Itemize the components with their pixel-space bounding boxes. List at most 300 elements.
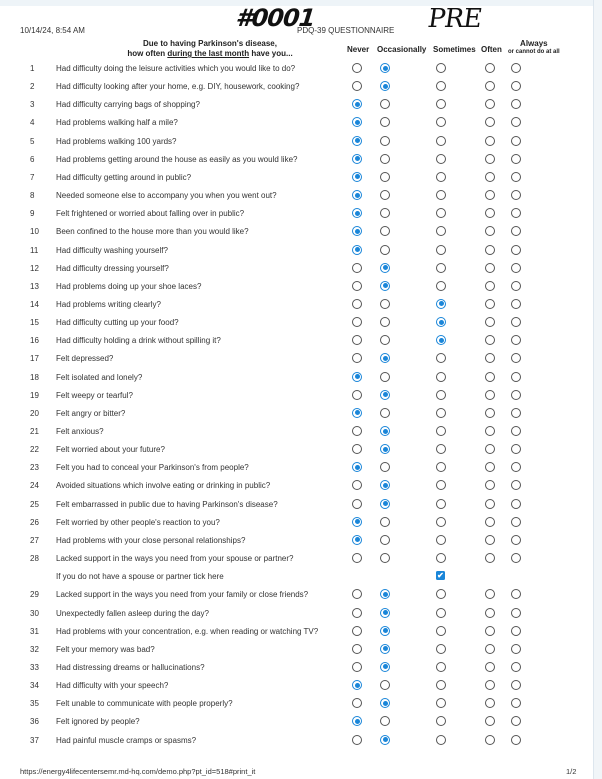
radio-often[interactable]	[485, 626, 495, 636]
radio-never[interactable]	[352, 499, 362, 509]
radio-never[interactable]	[352, 644, 362, 654]
radio-never[interactable]	[352, 680, 362, 690]
radio-never[interactable]	[352, 390, 362, 400]
question-number: 37	[30, 735, 39, 745]
radio-occasionally[interactable]	[380, 698, 390, 708]
radio-occasionally[interactable]	[380, 553, 390, 563]
radio-always[interactable]	[511, 63, 521, 73]
radio-often[interactable]	[485, 208, 495, 218]
radio-occasionally[interactable]	[380, 499, 390, 509]
radio-occasionally[interactable]	[380, 372, 390, 382]
radio-sometimes[interactable]	[436, 535, 446, 545]
question-row	[0, 407, 600, 421]
radio-always[interactable]	[511, 499, 521, 509]
question-row	[0, 516, 600, 530]
radio-always[interactable]	[511, 535, 521, 545]
radio-always[interactable]	[511, 698, 521, 708]
radio-always[interactable]	[511, 372, 521, 382]
radio-occasionally[interactable]	[380, 245, 390, 255]
column-header-occasionally: Occasionally	[377, 45, 427, 54]
radio-sometimes[interactable]	[436, 408, 446, 418]
question-number: 28	[30, 554, 39, 564]
question-text: Had difficulty doing the leisure activities which you would like to do?	[56, 64, 296, 73]
radio-always[interactable]	[511, 208, 521, 218]
question-text: Been confined to the house more than you would like?	[56, 227, 249, 237]
question-number: 1	[30, 64, 35, 73]
radio-sometimes[interactable]	[436, 226, 446, 236]
question-number: 30	[30, 608, 39, 618]
intro-line-2-end: have you...	[249, 49, 293, 58]
radio-often[interactable]	[485, 408, 495, 418]
radio-never[interactable]	[352, 190, 362, 200]
question-text: Had difficulty looking after your home, e.g. DIY, housework, cooking?	[56, 82, 300, 92]
question-text: Had difficulty carrying bags of shopping?	[56, 100, 200, 110]
radio-always[interactable]	[511, 662, 521, 672]
radio-often[interactable]	[485, 480, 495, 490]
question-row	[0, 98, 600, 112]
radio-always[interactable]	[511, 136, 521, 146]
radio-sometimes[interactable]	[436, 63, 446, 73]
radio-always[interactable]	[511, 480, 521, 490]
radio-never[interactable]	[352, 408, 362, 418]
radio-always[interactable]	[511, 553, 521, 563]
radio-occasionally[interactable]	[380, 462, 390, 472]
radio-always[interactable]	[511, 353, 521, 363]
radio-often[interactable]	[485, 299, 495, 309]
radio-always[interactable]	[511, 589, 521, 599]
radio-often[interactable]	[485, 263, 495, 273]
radio-often[interactable]	[485, 662, 495, 672]
radio-sometimes[interactable]	[436, 263, 446, 273]
radio-never[interactable]	[352, 154, 362, 164]
question-row	[0, 534, 600, 548]
radio-sometimes[interactable]	[436, 444, 446, 454]
radio-sometimes[interactable]	[436, 480, 446, 490]
radio-always[interactable]	[511, 390, 521, 400]
question-row	[0, 80, 600, 94]
question-number: 8	[30, 191, 35, 201]
question-number: 5	[30, 136, 35, 146]
radio-sometimes[interactable]	[436, 190, 446, 200]
intro-emphasis: during the last month	[167, 49, 250, 58]
radio-sometimes[interactable]	[436, 299, 446, 309]
question-text: Felt your memory was bad?	[56, 644, 155, 654]
radio-always[interactable]	[511, 245, 521, 255]
question-text: Had problems walking 100 yards?	[56, 136, 177, 146]
radio-sometimes[interactable]	[436, 172, 446, 182]
radio-often[interactable]	[485, 644, 495, 654]
question-text: Had problems with your concentration, e.g. when reading or watching TV?	[56, 626, 319, 636]
radio-often[interactable]	[485, 517, 495, 527]
radio-always[interactable]	[511, 226, 521, 236]
radio-often[interactable]	[485, 335, 495, 345]
radio-often[interactable]	[485, 172, 495, 182]
radio-often[interactable]	[485, 281, 495, 291]
radio-never[interactable]	[352, 208, 362, 218]
radio-often[interactable]	[485, 535, 495, 545]
question-row	[0, 171, 600, 185]
question-row	[0, 679, 600, 693]
radio-never[interactable]	[352, 245, 362, 255]
question-row	[0, 153, 600, 167]
question-text: Had difficulty washing yourself?	[56, 245, 168, 255]
radio-often[interactable]	[485, 81, 495, 91]
question-text: Felt worried about your future?	[56, 445, 165, 455]
question-text: Had problems writing clearly?	[56, 299, 161, 309]
radio-occasionally[interactable]	[380, 662, 390, 672]
question-text: Had problems getting around the house as easily as you would like?	[56, 154, 298, 164]
radio-sometimes[interactable]	[436, 698, 446, 708]
radio-sometimes[interactable]	[436, 390, 446, 400]
radio-sometimes[interactable]	[436, 716, 446, 726]
radio-sometimes[interactable]	[436, 117, 446, 127]
question-number: 22	[30, 445, 39, 455]
page-title: PDQ-39 QUESTIONNAIRE	[297, 26, 395, 35]
radio-often[interactable]	[485, 553, 495, 563]
radio-occasionally[interactable]	[380, 426, 390, 436]
radio-occasionally[interactable]	[380, 263, 390, 273]
question-number: 33	[30, 662, 39, 672]
question-number: 35	[30, 699, 39, 709]
radio-sometimes[interactable]	[436, 281, 446, 291]
column-header-never: Never	[347, 45, 370, 54]
question-text: Had difficulty cutting up your food?	[56, 318, 179, 328]
radio-always[interactable]	[511, 444, 521, 454]
question-text: Had problems doing up your shoe laces?	[56, 281, 202, 291]
radio-always[interactable]	[511, 154, 521, 164]
question-number: 36	[30, 717, 39, 727]
radio-often[interactable]	[485, 63, 495, 73]
question-row	[0, 461, 600, 475]
radio-occasionally[interactable]	[380, 390, 390, 400]
radio-sometimes[interactable]	[436, 680, 446, 690]
radio-often[interactable]	[485, 735, 495, 745]
question-row	[0, 697, 600, 711]
radio-often[interactable]	[485, 117, 495, 127]
question-text: Felt worried by other people's reaction to you?	[56, 517, 220, 527]
radio-often[interactable]	[485, 136, 495, 146]
question-number: 27	[30, 535, 39, 545]
question-row	[0, 189, 600, 203]
radio-occasionally[interactable]	[380, 535, 390, 545]
radio-occasionally[interactable]	[380, 172, 390, 182]
radio-often[interactable]	[485, 390, 495, 400]
radio-never[interactable]	[352, 263, 362, 273]
radio-sometimes[interactable]	[436, 662, 446, 672]
question-row	[0, 135, 600, 149]
radio-always[interactable]	[511, 99, 521, 109]
radio-often[interactable]	[485, 716, 495, 726]
radio-never[interactable]	[352, 553, 362, 563]
radio-always[interactable]	[511, 426, 521, 436]
question-row	[0, 443, 600, 457]
radio-always[interactable]	[511, 680, 521, 690]
radio-often[interactable]	[485, 190, 495, 200]
radio-often[interactable]	[485, 353, 495, 363]
radio-sometimes[interactable]	[436, 553, 446, 563]
question-text: Felt isolated and lonely?	[56, 372, 143, 382]
question-number: 13	[30, 281, 39, 291]
radio-often[interactable]	[485, 680, 495, 690]
question-row	[0, 280, 600, 294]
question-text: Avoided situations which involve eating or drinking in public?	[56, 481, 271, 491]
question-number: 25	[30, 499, 39, 509]
radio-often[interactable]	[485, 589, 495, 599]
question-number: 3	[30, 100, 35, 110]
radio-occasionally[interactable]	[380, 317, 390, 327]
question-text: Unexpectedly fallen asleep during the day?	[56, 608, 209, 618]
radio-always[interactable]	[511, 335, 521, 345]
radio-often[interactable]	[485, 226, 495, 236]
question-text: Lacked support in the ways you need from your family or close friends?	[56, 590, 309, 600]
radio-sometimes[interactable]	[436, 735, 446, 745]
question-row	[0, 352, 600, 366]
radio-occasionally[interactable]	[380, 154, 390, 164]
radio-never[interactable]	[352, 662, 362, 672]
intro-line-1: Due to having Parkinson's disease,	[143, 39, 277, 48]
radio-always[interactable]	[511, 81, 521, 91]
radio-sometimes[interactable]	[436, 626, 446, 636]
radio-never[interactable]	[352, 172, 362, 182]
radio-never[interactable]	[352, 299, 362, 309]
radio-occasionally[interactable]	[380, 299, 390, 309]
radio-occasionally[interactable]	[380, 281, 390, 291]
question-text: Felt frightened or worried about falling over in public?	[56, 209, 245, 219]
radio-never[interactable]	[352, 535, 362, 545]
question-number: 31	[30, 626, 39, 636]
question-number: 14	[30, 299, 39, 309]
radio-never[interactable]	[352, 99, 362, 109]
radio-always[interactable]	[511, 299, 521, 309]
question-number: 34	[30, 681, 39, 691]
radio-sometimes[interactable]	[436, 499, 446, 509]
radio-never[interactable]	[352, 372, 362, 382]
radio-often[interactable]	[485, 99, 495, 109]
question-text: Had difficulty getting around in public?	[56, 172, 192, 182]
radio-always[interactable]	[511, 408, 521, 418]
question-row	[0, 207, 600, 221]
column-header-always-label: Always	[520, 39, 548, 48]
radio-sometimes[interactable]	[436, 317, 446, 327]
radio-always[interactable]	[511, 172, 521, 182]
radio-always[interactable]	[511, 317, 521, 327]
question-row	[0, 643, 600, 657]
question-number: 20	[30, 408, 39, 418]
radio-sometimes[interactable]	[436, 426, 446, 436]
question-row	[0, 244, 600, 258]
question-row	[0, 225, 600, 239]
radio-never[interactable]	[352, 63, 362, 73]
radio-never[interactable]	[352, 698, 362, 708]
radio-occasionally[interactable]	[380, 81, 390, 91]
radio-always[interactable]	[511, 644, 521, 654]
radio-never[interactable]	[352, 716, 362, 726]
no-partner-row	[0, 570, 600, 584]
radio-sometimes[interactable]	[436, 99, 446, 109]
question-text: Felt embarrassed in public due to having Parkinson's disease?	[56, 499, 278, 509]
radio-occasionally[interactable]	[380, 335, 390, 345]
radio-always[interactable]	[511, 735, 521, 745]
radio-occasionally[interactable]	[380, 517, 390, 527]
question-row	[0, 625, 600, 639]
radio-occasionally[interactable]	[380, 190, 390, 200]
radio-never[interactable]	[352, 517, 362, 527]
question-number: 4	[30, 118, 35, 128]
radio-occasionally[interactable]	[380, 136, 390, 146]
radio-often[interactable]	[485, 462, 495, 472]
radio-occasionally[interactable]	[380, 408, 390, 418]
radio-never[interactable]	[352, 353, 362, 363]
question-row	[0, 479, 600, 493]
radio-always[interactable]	[511, 281, 521, 291]
radio-sometimes[interactable]	[436, 589, 446, 599]
radio-occasionally[interactable]	[380, 735, 390, 745]
question-row	[0, 715, 600, 729]
radio-often[interactable]	[485, 317, 495, 327]
handwritten-pre-label: PRE	[425, 4, 484, 34]
radio-often[interactable]	[485, 154, 495, 164]
radio-always[interactable]	[511, 608, 521, 618]
question-number: 12	[30, 263, 39, 273]
radio-occasionally[interactable]	[380, 480, 390, 490]
question-number: 17	[30, 354, 39, 364]
radio-often[interactable]	[485, 372, 495, 382]
radio-occasionally[interactable]	[380, 589, 390, 599]
radio-never[interactable]	[352, 426, 362, 436]
radio-sometimes[interactable]	[436, 136, 446, 146]
radio-sometimes[interactable]	[436, 353, 446, 363]
no-partner-checkbox[interactable]: ✔	[437, 571, 444, 581]
question-text: Had problems walking half a mile?	[56, 118, 178, 128]
radio-occasionally[interactable]	[380, 608, 390, 618]
column-header-always-sublabel: or cannot do at all	[508, 49, 560, 55]
question-text: Felt you had to conceal your Parkinson's from people?	[56, 463, 249, 473]
radio-occasionally[interactable]	[380, 716, 390, 726]
radio-never[interactable]	[352, 117, 362, 127]
radio-sometimes[interactable]	[436, 335, 446, 345]
question-number: 24	[30, 481, 39, 491]
question-row	[0, 607, 600, 621]
radio-occasionally[interactable]	[380, 644, 390, 654]
radio-always[interactable]	[511, 462, 521, 472]
radio-occasionally[interactable]	[380, 353, 390, 363]
question-text: Felt unable to communicate with people properly?	[56, 699, 233, 709]
question-number: 11	[30, 245, 39, 255]
radio-occasionally[interactable]	[380, 226, 390, 236]
question-text: Felt ignored by people?	[56, 717, 140, 727]
question-row	[0, 316, 600, 330]
radio-never[interactable]	[352, 462, 362, 472]
handwritten-number: #0001	[234, 4, 316, 32]
radio-always[interactable]	[511, 190, 521, 200]
radio-never[interactable]	[352, 226, 362, 236]
question-number: 19	[30, 390, 39, 400]
radio-often[interactable]	[485, 499, 495, 509]
question-text: Needed someone else to accompany you when you went out?	[56, 191, 277, 201]
question-row	[0, 734, 600, 748]
radio-occasionally[interactable]	[380, 63, 390, 73]
question-number: 18	[30, 372, 39, 382]
question-text: Had distressing dreams or hallucinations?	[56, 662, 205, 672]
radio-never[interactable]	[352, 317, 362, 327]
question-number: 9	[30, 209, 35, 219]
question-text: Had problems with your close personal relationships?	[56, 535, 246, 545]
radio-always[interactable]	[511, 626, 521, 636]
question-row	[0, 62, 600, 76]
question-row	[0, 334, 600, 348]
print-timestamp: 10/14/24, 8:54 AM	[20, 26, 85, 35]
question-row	[0, 389, 600, 403]
question-row	[0, 588, 600, 602]
radio-never[interactable]	[352, 444, 362, 454]
intro-line-2-start: how often	[127, 49, 168, 58]
radio-often[interactable]	[485, 426, 495, 436]
radio-often[interactable]	[485, 608, 495, 618]
question-number: 32	[30, 644, 39, 654]
question-text: Had difficulty dressing yourself?	[56, 263, 169, 273]
question-intro	[90, 39, 330, 59]
radio-often[interactable]	[485, 698, 495, 708]
radio-sometimes[interactable]	[436, 608, 446, 618]
radio-occasionally[interactable]	[380, 444, 390, 454]
radio-always[interactable]	[511, 263, 521, 273]
question-text: Felt anxious?	[56, 427, 104, 436]
question-text: Had difficulty holding a drink without spilling it?	[56, 336, 221, 346]
column-header-always	[508, 39, 560, 57]
radio-never[interactable]	[352, 626, 362, 636]
radio-never[interactable]	[352, 589, 362, 599]
radio-sometimes[interactable]	[436, 372, 446, 382]
intro-line-2	[90, 49, 330, 59]
radio-sometimes[interactable]	[436, 517, 446, 527]
radio-occasionally[interactable]	[380, 99, 390, 109]
radio-always[interactable]	[511, 117, 521, 127]
question-number: 6	[30, 154, 35, 164]
radio-occasionally[interactable]	[380, 208, 390, 218]
radio-never[interactable]	[352, 335, 362, 345]
radio-sometimes[interactable]	[436, 208, 446, 218]
radio-occasionally[interactable]	[380, 626, 390, 636]
question-text: Felt angry or bitter?	[56, 408, 126, 418]
radio-always[interactable]	[511, 517, 521, 527]
radio-occasionally[interactable]	[380, 117, 390, 127]
radio-sometimes[interactable]	[436, 81, 446, 91]
footer-url: https://energy4lifecentersemr.md-hq.com/demo.php?pt_id=518#print_it	[20, 767, 256, 776]
column-header-sometimes: Sometimes	[433, 45, 476, 54]
question-text: Felt depressed?	[56, 354, 114, 364]
radio-never[interactable]	[352, 81, 362, 91]
radio-always[interactable]	[511, 716, 521, 726]
radio-sometimes[interactable]	[436, 462, 446, 472]
radio-often[interactable]	[485, 444, 495, 454]
question-row	[0, 262, 600, 276]
radio-never[interactable]	[352, 136, 362, 146]
question-row	[0, 661, 600, 675]
radio-occasionally[interactable]	[380, 680, 390, 690]
radio-sometimes[interactable]	[436, 154, 446, 164]
radio-never[interactable]	[352, 608, 362, 618]
radio-never[interactable]	[352, 281, 362, 291]
question-text: If you do not have a spouse or partner tick here	[56, 572, 224, 582]
radio-never[interactable]	[352, 480, 362, 490]
radio-sometimes[interactable]	[436, 245, 446, 255]
question-text: Lacked support in the ways you need from your spouse or partner?	[56, 554, 294, 564]
question-text: Felt weepy or tearful?	[56, 390, 133, 400]
question-row	[0, 498, 600, 512]
radio-never[interactable]	[352, 735, 362, 745]
radio-sometimes[interactable]	[436, 644, 446, 654]
radio-often[interactable]	[485, 245, 495, 255]
